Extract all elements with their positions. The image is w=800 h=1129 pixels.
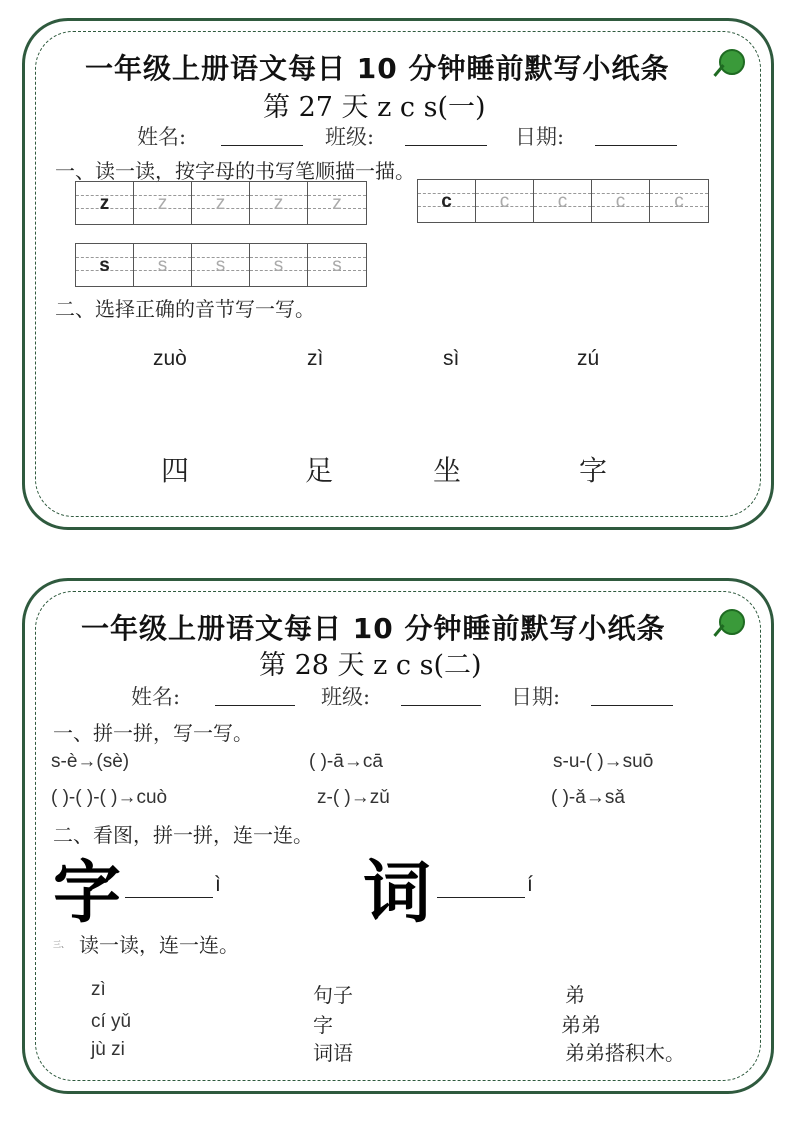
pinyin-option: zì [307,347,324,370]
section3-number: 三、 [53,940,69,949]
word-item[interactable]: 字 [313,1013,333,1037]
day-subtitle: 第 28 天 z c s(二) [259,650,482,681]
sentence-item[interactable]: 弟 [565,983,585,1007]
trace-cell[interactable]: z [134,182,192,224]
pinyin-item[interactable]: zì [91,979,106,1000]
section2-heading: 二、看图，拼一拼，连一连。 [53,823,313,847]
trace-cell[interactable]: z [250,182,308,224]
tone-mark: í [527,873,533,896]
pushpin-icon [719,49,745,75]
trace-cell[interactable]: c [592,180,650,222]
spell-exercise[interactable]: ( )-( )-( )→cuò [51,787,168,808]
trace-cell[interactable]: s [250,244,308,286]
word-item[interactable]: 句子 [313,983,353,1007]
worksheet-card-day27 [22,18,774,530]
hanzi-option: 字 [579,454,608,487]
date-field[interactable] [591,705,673,706]
name-label: 姓名: [131,685,181,709]
trace-cell[interactable]: s [134,244,192,286]
name-field[interactable] [215,705,295,706]
trace-cell[interactable]: c [650,180,708,222]
trace-cell[interactable]: s [308,244,366,286]
date-field[interactable] [595,145,677,146]
date-label: 日期: [515,125,565,149]
class-field[interactable] [401,705,481,706]
spell-exercise[interactable]: ( )-ǎ→sǎ [551,787,625,808]
section1-heading: 一、拼一拼，写一写。 [53,721,253,745]
trace-grid-s [75,243,367,287]
date-label: 日期: [511,685,561,709]
spell-exercise[interactable]: s-è→(sè) [51,751,130,772]
sentence-item[interactable]: 弟弟 [561,1013,601,1037]
trace-cell[interactable]: s [76,244,134,286]
trace-cell[interactable]: c [476,180,534,222]
worksheet-card-day28 [22,578,774,1094]
pinyin-item[interactable]: jù zi [91,1039,125,1060]
trace-cell[interactable]: z [76,182,134,224]
pinyin-option: zuò [153,347,187,370]
trace-grid-c [417,179,709,223]
hanzi-option: 足 [305,454,334,487]
class-field[interactable] [405,145,487,146]
sentence-item[interactable]: 弟弟搭积木。 [565,1041,685,1065]
hanzi-option: 坐 [433,454,462,487]
pinyin-item[interactable]: cí yǔ [91,1011,132,1032]
spell-exercise[interactable]: ( )-ā→cā [309,751,383,772]
class-label: 班级: [325,125,375,149]
trace-grid-z [75,181,367,225]
answer-line[interactable] [437,897,525,898]
trace-cell[interactable]: c [534,180,592,222]
pinyin-option: zú [577,347,600,370]
tone-mark: ì [215,873,221,896]
trace-cell[interactable]: z [308,182,366,224]
trace-cell[interactable]: s [192,244,250,286]
spell-exercise[interactable]: z-( )→zǔ [317,787,390,808]
pinyin-option: sì [443,347,460,370]
big-character: 词 [363,853,432,933]
pushpin-icon [719,609,745,635]
day-subtitle: 第 27 天 z c s(一) [263,92,486,123]
name-label: 姓名: [137,125,187,149]
spell-exercise[interactable]: s-u-( )→suō [553,751,654,772]
section1-heading: 一、读一读，按字母的书写笔顺描一描。 [55,159,415,183]
section2-heading: 二、选择正确的音节写一写。 [55,297,315,321]
section3-heading: 读一读，连一连。 [79,933,239,957]
hanzi-option: 四 [161,454,190,487]
big-character: 字 [53,853,122,933]
class-label: 班级: [321,685,371,709]
trace-cell[interactable]: z [192,182,250,224]
trace-cell[interactable]: c [418,180,476,222]
word-item[interactable]: 词语 [313,1041,353,1065]
card-title: 一年级上册语文每日 10 分钟睡前默写小纸条 [85,52,670,85]
card-title: 一年级上册语文每日 10 分钟睡前默写小纸条 [81,612,666,645]
name-field[interactable] [221,145,303,146]
answer-line[interactable] [125,897,213,898]
